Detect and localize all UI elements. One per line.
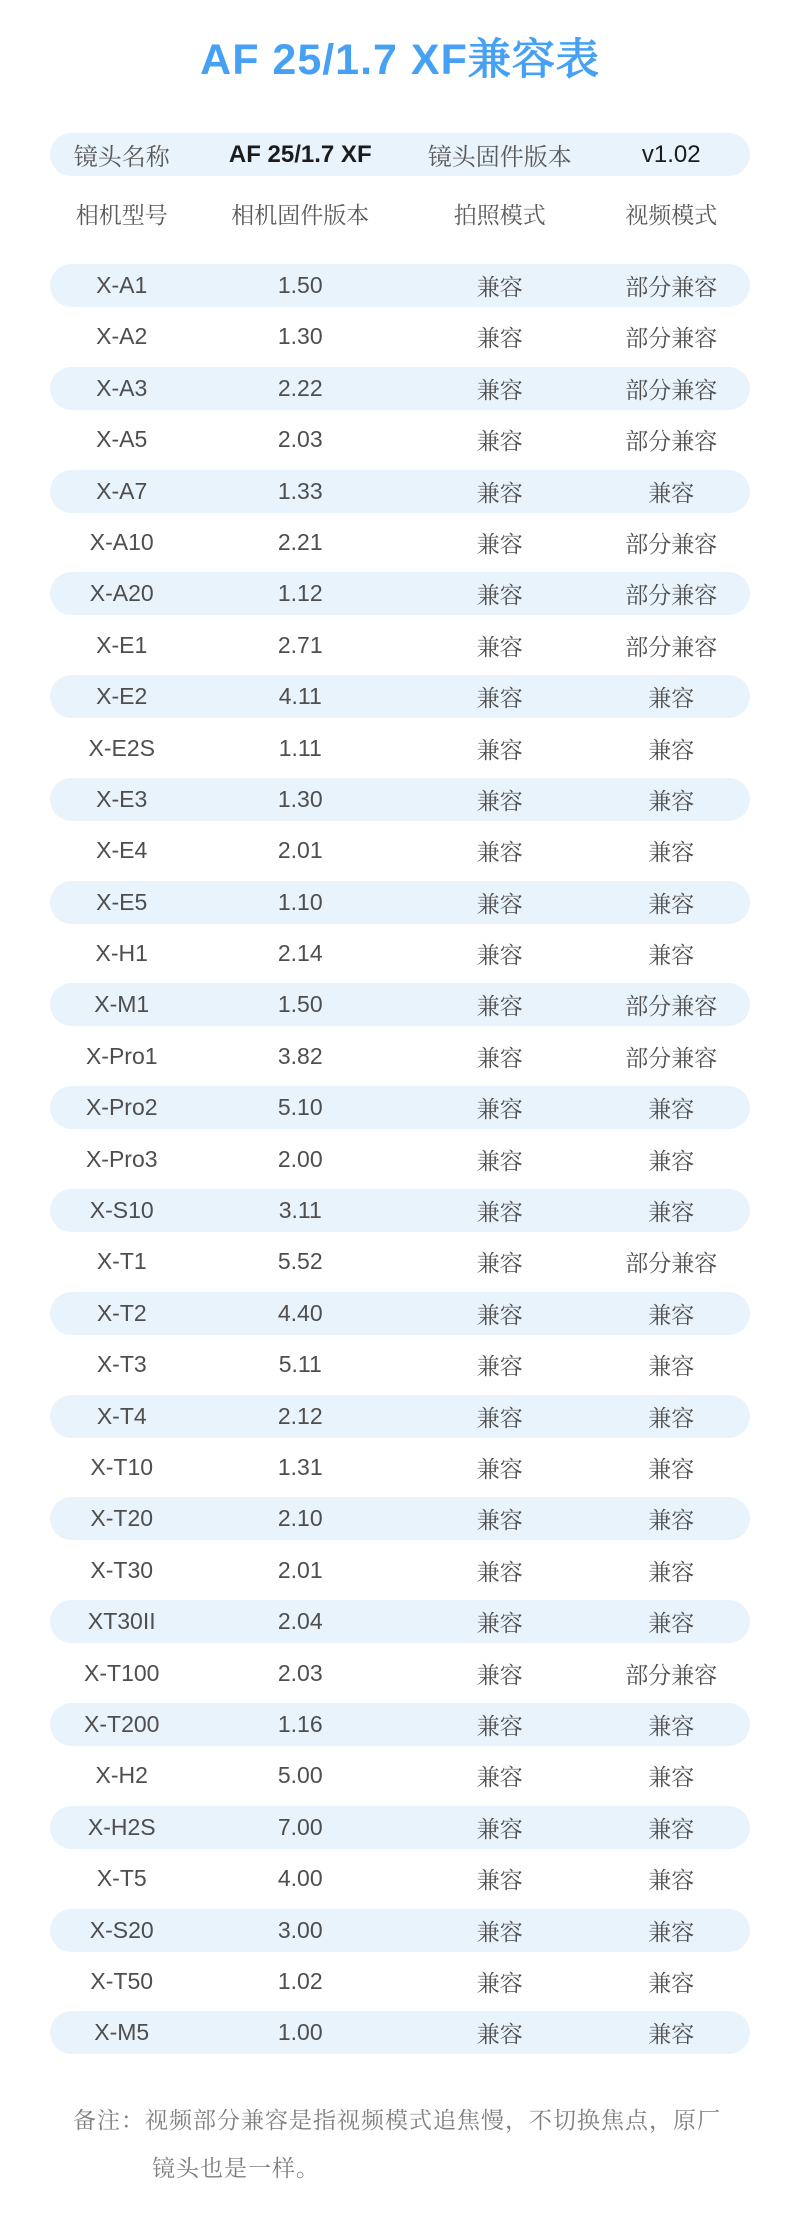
video-mode-cell: 兼容	[648, 1969, 695, 1996]
photo-mode-cell: 兼容	[476, 890, 523, 917]
compatibility-table	[50, 133, 750, 2054]
photo-mode-cell: 兼容	[476, 376, 523, 403]
firmware-cell: 1.50	[277, 272, 323, 298]
table-row	[50, 829, 750, 872]
video-mode-cell: 兼容	[648, 942, 695, 969]
photo-mode-cell: 兼容	[476, 428, 523, 455]
video-mode-cell: 兼容	[648, 479, 695, 506]
table-row	[50, 1703, 750, 1746]
video-mode-cell: 部分兼容	[625, 274, 718, 300]
firmware-cell: 5.11	[278, 1351, 322, 1378]
model-cell: X-A10	[89, 528, 154, 555]
photo-mode-cell: 兼容	[476, 1353, 523, 1380]
table-row	[50, 1446, 750, 1489]
video-mode-cell: 兼容	[648, 685, 695, 712]
table-row	[50, 315, 750, 358]
table-row	[50, 1857, 750, 1900]
model-cell: X-E4	[96, 837, 148, 864]
video-mode-cell: 兼容	[648, 1199, 695, 1226]
photo-mode-cell: 兼容	[476, 1558, 523, 1585]
video-mode-cell: 兼容	[648, 890, 695, 917]
video-mode-cell: 兼容	[648, 839, 695, 866]
model-cell: X-T3	[96, 1351, 147, 1378]
firmware-cell: 1.31	[277, 1453, 323, 1480]
page-title: AF 25/1.7 XF兼容表	[200, 36, 600, 84]
photo-mode-cell: 兼容	[476, 274, 523, 300]
table-row	[50, 1549, 750, 1592]
photo-mode-cell: 兼容	[476, 1507, 523, 1534]
header-video-mode: 视频模式	[625, 202, 718, 228]
table-row	[50, 1754, 750, 1797]
firmware-cell: 4.00	[277, 1865, 323, 1892]
model-cell: X-E1	[96, 631, 148, 658]
firmware-cell: 3.11	[278, 1197, 322, 1224]
photo-mode-cell: 兼容	[476, 1199, 523, 1226]
model-cell: X-T10	[90, 1453, 154, 1480]
table-row	[50, 727, 750, 770]
firmware-cell: 2.03	[277, 426, 323, 453]
firmware-cell: 4.11	[278, 683, 322, 710]
firmware-cell: 4.40	[277, 1299, 323, 1326]
table-row	[50, 572, 750, 615]
model-cell: X-T100	[84, 1659, 160, 1686]
firmware-cell: 5.52	[277, 1248, 323, 1275]
firmware-cell: 1.00	[277, 2019, 323, 2046]
table-row	[50, 1086, 750, 1129]
firmware-cell: 1.33	[277, 477, 323, 504]
firmware-cell: 1.50	[277, 991, 323, 1018]
firmware-cell: 2.04	[277, 1608, 323, 1635]
video-mode-cell: 部分兼容	[625, 582, 718, 609]
model-cell: X-E3	[96, 785, 148, 812]
photo-mode-cell: 兼容	[476, 1712, 523, 1739]
video-mode-cell: 兼容	[648, 1867, 695, 1894]
header-camera-model: 相机型号	[75, 202, 168, 228]
photo-mode-cell: 兼容	[476, 2021, 523, 2048]
photo-mode-cell: 兼容	[476, 1250, 523, 1277]
video-mode-cell: 兼容	[648, 1764, 695, 1791]
model-cell: X-H2S	[87, 1813, 156, 1840]
firmware-cell: 2.14	[277, 940, 323, 967]
firmware-cell: 2.21	[277, 528, 323, 555]
photo-mode-cell: 兼容	[476, 1301, 523, 1328]
model-cell: X-T5	[96, 1865, 147, 1892]
firmware-cell: 2.12	[277, 1402, 323, 1429]
model-cell: X-A2	[96, 323, 148, 350]
photo-mode-cell: 兼容	[476, 530, 523, 557]
model-cell: X-T4	[96, 1402, 147, 1429]
video-mode-cell: 部分兼容	[625, 1250, 718, 1277]
model-cell: X-E2S	[88, 734, 155, 761]
photo-mode-cell: 兼容	[476, 633, 523, 660]
model-cell: X-T2	[96, 1299, 147, 1326]
video-mode-cell: 兼容	[648, 1712, 695, 1739]
model-cell: X-A5	[96, 426, 148, 453]
firmware-cell: 3.00	[277, 1916, 323, 1943]
video-mode-cell: 部分兼容	[625, 530, 718, 557]
model-cell: X-M1	[94, 991, 150, 1018]
table-row	[50, 1035, 750, 1078]
photo-mode-cell: 兼容	[476, 1455, 523, 1482]
table-row	[50, 367, 750, 410]
firmware-cell: 2.10	[277, 1505, 323, 1532]
table-row	[50, 1960, 750, 2003]
footnote-prefix: 备注：	[73, 2107, 145, 2134]
table-row	[50, 1497, 750, 1540]
table-row	[50, 1292, 750, 1335]
firmware-cell: 1.16	[277, 1710, 323, 1737]
video-mode-cell: 兼容	[648, 2021, 695, 2048]
table-row	[50, 418, 750, 461]
model-cell: X-E5	[96, 888, 148, 915]
photo-mode-cell: 兼容	[476, 942, 523, 969]
video-mode-cell: 部分兼容	[625, 993, 718, 1020]
lens-name-value: AF 25/1.7 XF	[228, 140, 372, 168]
video-mode-cell: 兼容	[648, 787, 695, 814]
table-row	[50, 932, 750, 975]
footnote-text1: 视频部分兼容是指视频模式追焦慢，不切换焦点，原厂	[145, 2107, 721, 2134]
firmware-cell: 1.30	[277, 323, 323, 350]
firmware-cell: 1.30	[277, 785, 323, 812]
table-row	[50, 1240, 750, 1283]
photo-mode-cell: 兼容	[476, 736, 523, 763]
video-mode-cell: 部分兼容	[625, 325, 718, 352]
firmware-cell: 3.82	[277, 1042, 323, 1069]
table-row	[50, 521, 750, 564]
photo-mode-cell: 兼容	[476, 325, 523, 352]
video-mode-cell: 部分兼容	[625, 428, 718, 455]
photo-mode-cell: 兼容	[476, 993, 523, 1020]
photo-mode-cell: 兼容	[476, 839, 523, 866]
firmware-cell: 7.00	[277, 1813, 323, 1840]
firmware-cell: 2.01	[277, 1556, 323, 1583]
video-mode-cell: 部分兼容	[625, 1044, 718, 1071]
model-cell: X-T20	[90, 1505, 154, 1532]
video-mode-cell: 兼容	[648, 1147, 695, 1174]
table-row	[50, 1343, 750, 1386]
model-cell: X-A3	[96, 374, 148, 401]
lens-info-row	[50, 133, 750, 176]
model-cell: X-H2	[95, 1762, 148, 1789]
footnote-line2: 镜头也是一样。	[152, 2155, 320, 2182]
model-cell: X-T1	[96, 1248, 147, 1275]
table-row	[50, 1909, 750, 1952]
firmware-cell: 1.11	[278, 734, 322, 761]
photo-mode-cell: 兼容	[476, 1044, 523, 1071]
firmware-cell: 5.00	[277, 1762, 323, 1789]
video-mode-cell: 兼容	[648, 1918, 695, 1945]
model-cell: X-E2	[96, 683, 148, 710]
model-cell: X-H1	[95, 940, 148, 967]
footnote-line1	[73, 2096, 740, 2144]
model-cell: X-Pro2	[85, 1094, 158, 1121]
firmware-cell: 2.01	[277, 837, 323, 864]
lens-name-label: 镜头名称	[73, 144, 170, 171]
model-cell: X-A7	[96, 477, 148, 504]
table-row	[50, 1189, 750, 1232]
table-row	[50, 1138, 750, 1181]
firmware-cell: 2.22	[277, 374, 323, 401]
photo-mode-cell: 兼容	[476, 1404, 523, 1431]
video-mode-cell: 兼容	[648, 1558, 695, 1585]
photo-mode-cell: 兼容	[476, 1764, 523, 1791]
firmware-cell: 5.10	[277, 1094, 323, 1121]
video-mode-cell: 兼容	[648, 1301, 695, 1328]
photo-mode-cell: 兼容	[476, 1096, 523, 1123]
photo-mode-cell: 兼容	[476, 1815, 523, 1842]
model-cell: XT30II	[87, 1608, 156, 1635]
video-mode-cell: 兼容	[648, 1404, 695, 1431]
table-row	[50, 881, 750, 924]
model-cell: X-Pro1	[85, 1042, 158, 1069]
photo-mode-cell: 兼容	[476, 1867, 523, 1894]
header-camera-firmware: 相机固件版本	[231, 202, 370, 228]
table-row	[50, 264, 750, 307]
video-mode-cell: 兼容	[648, 1096, 695, 1123]
photo-mode-cell: 兼容	[476, 582, 523, 609]
firmware-cell: 2.71	[277, 631, 323, 658]
table-row	[50, 1395, 750, 1438]
table-header-row	[50, 192, 750, 235]
model-cell: X-T200	[84, 1710, 160, 1737]
firmware-cell: 2.00	[277, 1145, 323, 1172]
firmware-cell: 1.12	[277, 580, 323, 607]
table-body	[50, 264, 750, 2054]
photo-mode-cell: 兼容	[476, 685, 523, 712]
model-cell: X-M5	[94, 2019, 150, 2046]
video-mode-cell: 部分兼容	[625, 1661, 718, 1688]
lens-firmware-value: v1.02	[641, 140, 701, 168]
photo-mode-cell: 兼容	[476, 1610, 523, 1637]
table-row	[50, 624, 750, 667]
video-mode-cell: 部分兼容	[625, 633, 718, 660]
header-photo-mode: 拍照模式	[453, 202, 546, 228]
photo-mode-cell: 兼容	[476, 479, 523, 506]
footnote	[73, 2096, 740, 2192]
video-mode-cell: 兼容	[648, 1815, 695, 1842]
model-cell: X-Pro3	[85, 1145, 158, 1172]
model-cell: X-S10	[89, 1197, 154, 1224]
firmware-cell: 1.10	[277, 888, 323, 915]
table-row	[50, 983, 750, 1026]
video-mode-cell: 部分兼容	[625, 376, 718, 403]
video-mode-cell: 兼容	[648, 1455, 695, 1482]
model-cell: X-A1	[96, 272, 148, 298]
model-cell: X-S20	[89, 1916, 154, 1943]
table-row	[50, 1806, 750, 1849]
photo-mode-cell: 兼容	[476, 1661, 523, 1688]
video-mode-cell: 兼容	[648, 1610, 695, 1637]
model-cell: X-T50	[90, 1967, 154, 1994]
video-mode-cell: 兼容	[648, 1507, 695, 1534]
firmware-cell: 2.03	[277, 1659, 323, 1686]
table-row	[50, 1600, 750, 1643]
table-row	[50, 470, 750, 513]
table-row	[50, 778, 750, 821]
lens-firmware-label: 镜头固件版本	[427, 144, 572, 171]
table-row	[50, 675, 750, 718]
model-cell: X-A20	[89, 580, 154, 607]
photo-mode-cell: 兼容	[476, 1147, 523, 1174]
firmware-cell: 1.02	[277, 1967, 323, 1994]
table-row	[50, 1652, 750, 1695]
photo-mode-cell: 兼容	[476, 1918, 523, 1945]
video-mode-cell: 兼容	[648, 1353, 695, 1380]
video-mode-cell: 兼容	[648, 736, 695, 763]
photo-mode-cell: 兼容	[476, 787, 523, 814]
model-cell: X-T30	[90, 1556, 154, 1583]
photo-mode-cell: 兼容	[476, 1969, 523, 1996]
table-row	[50, 2011, 750, 2054]
